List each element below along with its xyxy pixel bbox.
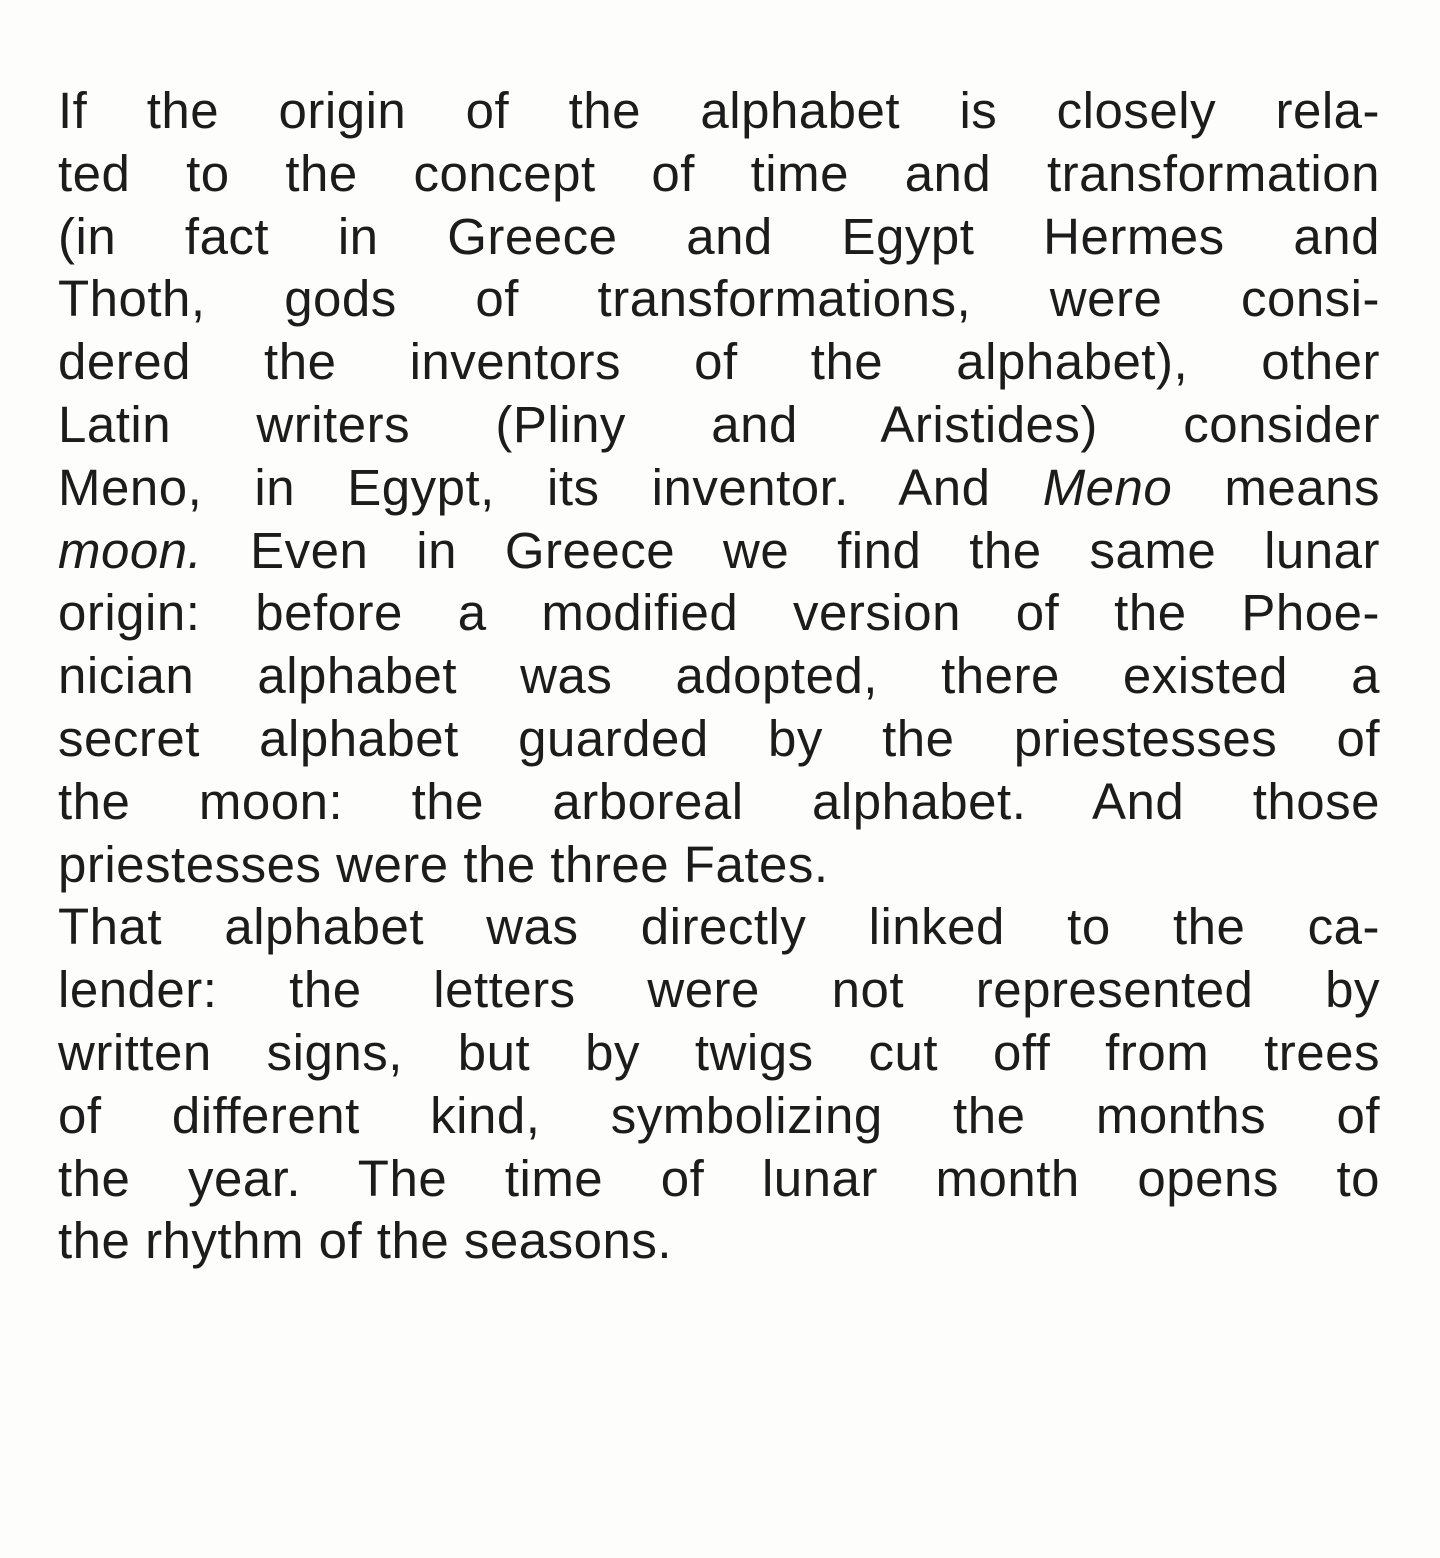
paragraph-1 xyxy=(58,80,1380,896)
text-line: nician alphabet was adopted, there existed a xyxy=(58,647,1380,705)
text-line: lender: the letters were not represented by xyxy=(58,961,1380,1019)
italic-word: moon. xyxy=(58,521,203,579)
text-line: of different kind, symbolizing the months of xyxy=(58,1086,1380,1144)
text-line: ted to the concept of time and transformation xyxy=(58,144,1380,202)
text-line: (in fact in Greece and Egypt Hermes and xyxy=(58,207,1380,265)
text-line: Meno, in Egypt, its inventor. And Meno means xyxy=(58,458,1380,516)
italic-word: Meno xyxy=(1042,458,1173,516)
text-line: written signs, but by twigs cut off from trees xyxy=(58,1023,1380,1081)
text-line: moon. Even in Greece we find the same lunar xyxy=(58,521,1380,579)
text-line: secret alphabet guarded by the priestesses of xyxy=(58,709,1380,767)
text-page xyxy=(58,80,1380,1273)
text-line: the rhythm of the seasons. xyxy=(58,1212,672,1270)
text-line: priestesses were the three Fates. xyxy=(58,835,829,893)
text-line: origin: before a modified version of the Phoe- xyxy=(58,584,1380,642)
text-line: the year. The time of lunar month opens to xyxy=(58,1149,1380,1207)
text-line: Thoth, gods of transformations, were consi- xyxy=(58,270,1380,328)
text-line: dered the inventors of the alphabet), other xyxy=(58,333,1380,391)
text-line: Latin writers (Pliny and Aristides) consider xyxy=(58,395,1380,453)
text-line: the moon: the arboreal alphabet. And those xyxy=(58,772,1380,830)
text-line: That alphabet was directly linked to the ca- xyxy=(58,898,1380,956)
paragraph-2 xyxy=(58,896,1380,1273)
text-line: If the origin of the alphabet is closely rela- xyxy=(58,82,1380,139)
